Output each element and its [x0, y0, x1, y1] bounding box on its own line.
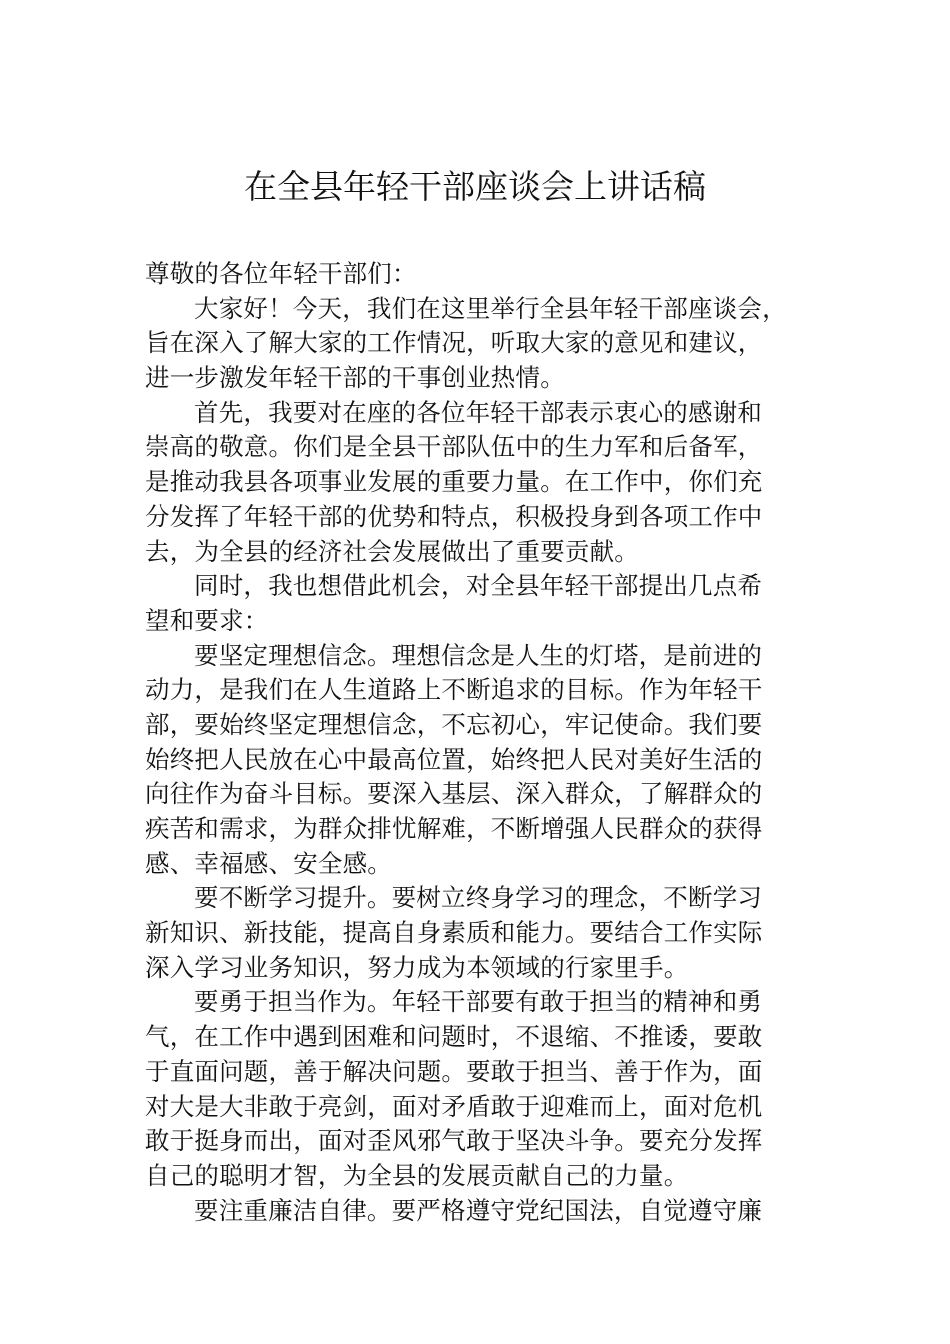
- paragraph-line: 首先，我要对在座的各位年轻干部表示衷心的感谢和: [194, 397, 763, 427]
- document-body: [145, 257, 807, 1228]
- paragraph-line: 感、幸福感、安全感。: [145, 848, 392, 878]
- paragraph-line: 分发挥了年轻干部的优势和特点，积极投身到各项工作中: [145, 501, 763, 531]
- paragraph-line: 崇高的敬意。你们是全县干部队伍中的生力军和后备军，: [145, 432, 763, 462]
- paragraph-line: 动力，是我们在人生道路上不断追求的目标。作为年轻干: [145, 675, 763, 705]
- paragraph-line: 对大是大非敢于亮剑，面对矛盾敢于迎难而上，面对危机: [145, 1091, 763, 1121]
- paragraph-line: 自己的聪明才智，为全县的发展贡献自己的力量。: [145, 1160, 689, 1190]
- paragraph-line: 疾苦和需求，为群众排忧解难，不断增强人民群众的获得: [145, 814, 763, 843]
- paragraph-line: 大家好！今天，我们在这里举行全县年轻干部座谈会，: [194, 293, 787, 323]
- paragraph-line: 去，为全县的经济社会发展做出了重要贡献。: [145, 536, 639, 566]
- paragraph-line: 敢于挺身而出，面对歪风邪气敢于坚决斗争。要充分发挥: [145, 1126, 763, 1156]
- paragraph-line: 是推动我县各项事业发展的重要力量。在工作中，你们充: [145, 467, 763, 497]
- document-title: 在全县年轻干部座谈会上讲话稿: [244, 167, 706, 206]
- paragraph-line: 要不断学习提升。要树立终身学习的理念，不断学习: [194, 883, 763, 913]
- paragraph-line: 要注重廉洁自律。要严格遵守党纪国法，自觉遵守廉: [194, 1195, 763, 1225]
- paragraph-line: 向往作为奋斗目标。要深入基层、深入群众，了解群众的: [145, 779, 763, 809]
- paragraph-line: 部，要始终坚定理想信念，不忘初心，牢记使命。我们要: [145, 709, 763, 739]
- paragraph-line: 旨在深入了解大家的工作情况，听取大家的意见和建议，: [145, 328, 763, 358]
- paragraph-line: 同时，我也想借此机会，对全县年轻干部提出几点希: [194, 571, 763, 601]
- paragraph-line: 要勇于担当作为。年轻干部要有敢于担当的精神和勇: [194, 987, 763, 1017]
- paragraph-line: 新知识、新技能，提高自身素质和能力。要结合工作实际: [145, 918, 763, 948]
- paragraph-line: 进一步激发年轻干部的干事创业热情。: [145, 363, 565, 393]
- paragraph-line: 气，在工作中遇到困难和问题时，不退缩、不推诿，要敢: [145, 1022, 763, 1052]
- paragraph-line: 望和要求：: [145, 605, 269, 635]
- paragraph-line: 始终把人民放在心中最高位置，始终把人民对美好生活的: [145, 744, 763, 774]
- salutation: 尊敬的各位年轻干部们：: [145, 259, 417, 288]
- paragraph-line: 深入学习业务知识，努力成为本领域的行家里手。: [145, 952, 689, 982]
- paragraph-line: 于直面问题，善于解决问题。要敢于担当、善于作为，面: [145, 1056, 763, 1086]
- paragraph-line: 要坚定理想信念。理想信念是人生的灯塔，是前进的: [194, 640, 763, 670]
